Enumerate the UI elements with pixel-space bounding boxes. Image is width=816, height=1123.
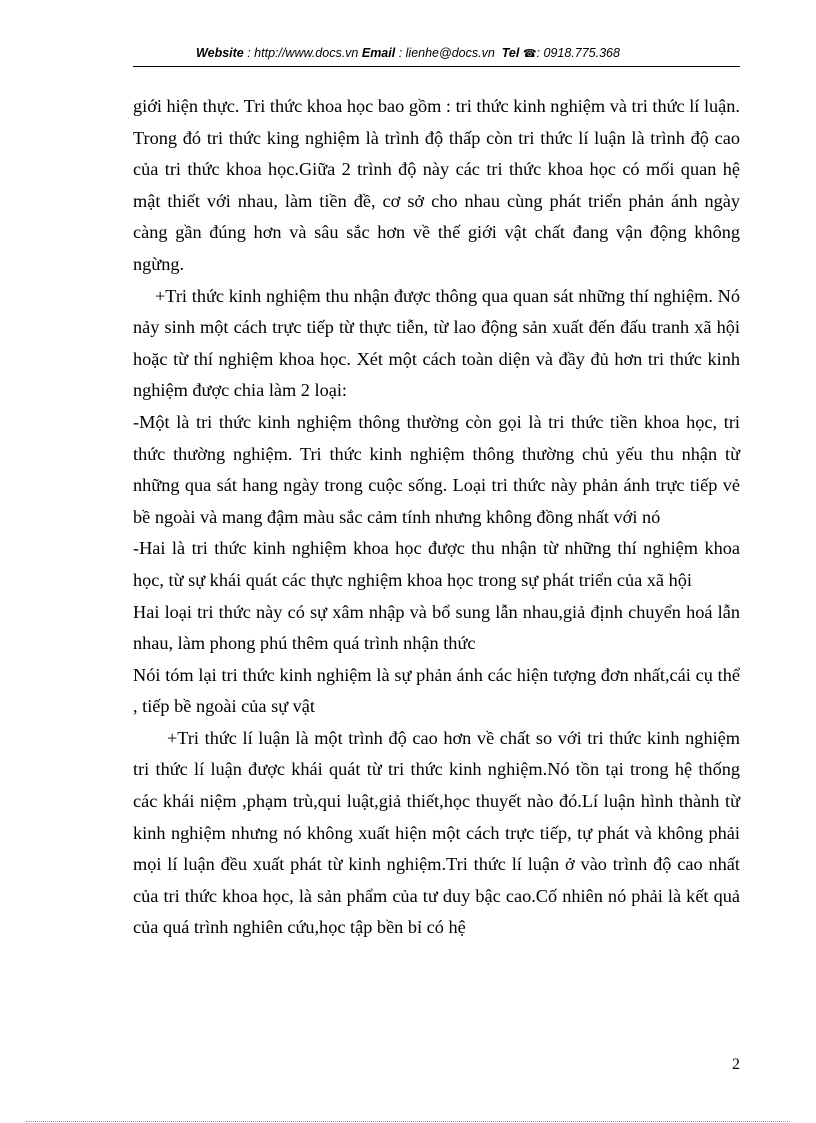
email-link[interactable]: : lienhe@docs.vn	[395, 46, 499, 60]
paragraph-type-one: -Một là tri thức kinh nghiệm thông thường còn gọi là tri thức tiền khoa học, tri thức thường nghiệm. Tri thức kinh nghiệm thông thường chủ yếu thu nhận từ những qua sát hang ngày trong cuộc sống. Loại tri thức này phản ánh trực tiếp vẻ bề ngoài và mang đậm màu sắc cảm tính nhưng không đồng nhất với nó	[133, 411, 740, 527]
page-bottom-border	[26, 1121, 790, 1122]
paragraph-empirical-knowledge: +Tri thức kinh nghiệm thu nhận được thông qua quan sát những thí nghiệm. Nó nảy sinh một cách trực tiếp từ thực tiễn, từ lao động sản xuất đến đấu tranh xã hội hoặc từ thí nghiệm khoa học. Xét một cách toàn diện và đầy đủ hơn tri thức kinh nghiệm được chia làm 2 loại:	[133, 285, 740, 401]
paragraph-intro: giới hiện thực. Tri thức khoa học bao gồm : tri thức kinh nghiệm và tri thức lí luận. Trong đó tri thức king nghiệm là trình độ thấp còn tri thức lí luận là trình độ cao của tri thức khoa học.Giữa 2 trình độ này các tri thức khoa học có mối quan hệ mật thiết với nhau, làm tiền đề, cơ sở cho nhau cùng phát triển phản ánh ngày càng gần đúng hơn và sâu sắc hơn về thế giới vật chất đang vận động không ngừng.	[133, 96, 740, 274]
website-label: Website	[196, 46, 244, 60]
email-label: Email	[361, 46, 396, 60]
paragraph-theoretical-knowledge: +Tri thức lí luận là một trình độ cao hơn về chất so với tri thức kinh nghiệm tri thức lí luận được khái quát từ tri thức kinh nghiệm.Nó tồn tại trong hệ thống các khái niệm ,phạm trù,qui luật,giả thiết,học thuyết nào đó.Lí luận hình thành từ kinh nghiệm nhưng nó không xuất hiện một cách trực tiếp, tự phát và không phải mọi lí luận đều xuất phát từ kinh nghiệm.Tri thức lí luận ở vào trình độ cao nhất của tri thức khoa học, là sản phẩm của tư duy bậc cao.Cố nhiên nó phải là kết quả của quá trình nghiên cứu,học tập bền bỉ có hệ	[133, 727, 740, 938]
header-divider	[133, 66, 740, 67]
paragraph-type-two: -Hai là tri thức kinh nghiệm khoa học được thu nhận từ những thí nghiệm khoa học, từ sự khái quát các thực nghiệm khoa học trong sự phát triển của xã hội	[133, 538, 740, 590]
page-number: 2	[732, 1056, 740, 1073]
document-body	[133, 91, 740, 944]
page-header	[0, 46, 816, 60]
tel-label: Tel	[501, 46, 520, 60]
paragraph-summary: Nói tóm lại tri thức kinh nghiệm là sự phản ánh các hiện tượng đơn nhất,cái cụ thể , tiếp bề ngoài của sự vật	[133, 664, 740, 717]
paragraph-interaction: Hai loại tri thức này có sự xâm nhập và bổ sung lẫn nhau,giả định chuyển hoá lẫn nhau, làm phong phú thêm quá trình nhận thức	[133, 601, 740, 654]
telephone-icon: ☎	[522, 48, 537, 60]
website-link[interactable]: : http://www.docs.vn	[243, 46, 362, 60]
tel-value: : 0918.775.368	[536, 46, 620, 60]
